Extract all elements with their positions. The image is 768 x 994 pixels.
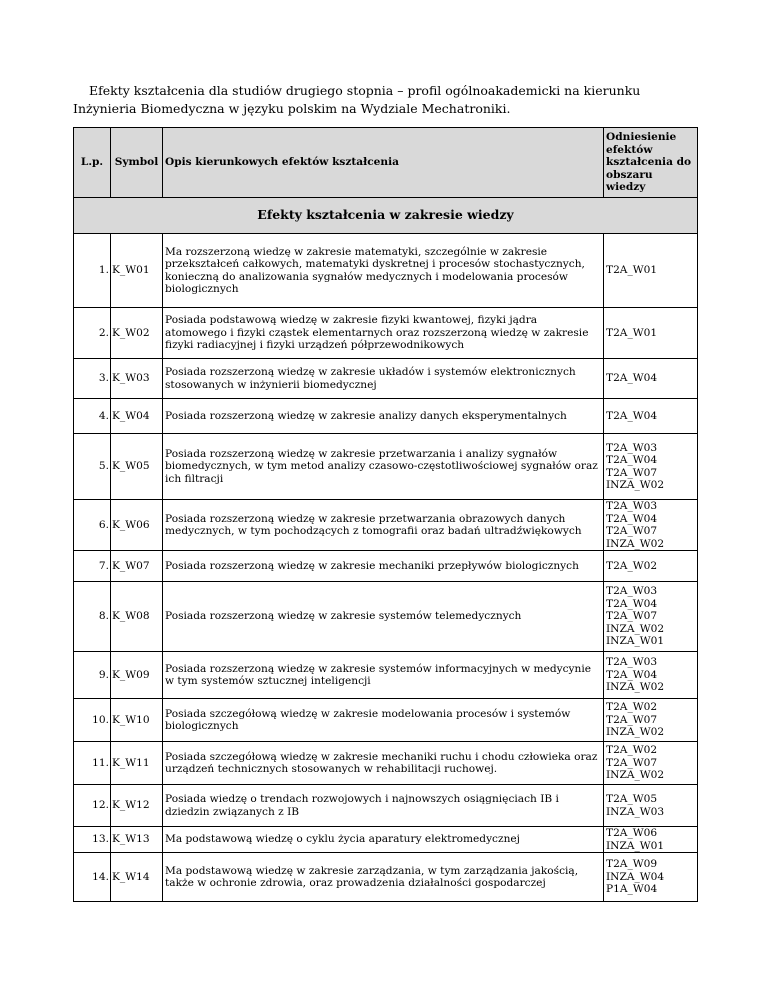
- reference-code: INZA_W01: [606, 839, 665, 852]
- table-row: [74, 399, 698, 434]
- row-lp: 13.: [74, 827, 111, 853]
- row-symbol: K_W04: [111, 399, 163, 434]
- row-symbol: K_W07: [111, 551, 163, 582]
- row-lp: 10.: [74, 699, 111, 742]
- row-lp: 4.: [74, 399, 111, 434]
- row-references: [604, 827, 698, 853]
- row-references: [604, 853, 698, 902]
- reference-code: T2A_W09: [606, 858, 658, 871]
- reference-code: T2A_W07: [606, 466, 658, 479]
- section-row: [74, 198, 698, 234]
- reference-code: INZA_W02: [606, 479, 665, 491]
- row-lp: 11.: [74, 742, 111, 785]
- reference-code: INZA_W02: [606, 622, 665, 635]
- row-symbol: K_W02: [111, 308, 163, 359]
- row-references: [604, 582, 698, 652]
- row-description: Posiada rozszerzoną wiedzę w zakresie systemów informacyjnych w medycynie w tym systemów sztucznej inteligencji: [163, 652, 604, 699]
- header-lp: L.p.: [74, 128, 111, 198]
- header-description: Opis kierunkowych efektów kształcenia: [163, 128, 604, 198]
- row-description: Ma rozszerzoną wiedzę w zakresie matematyki, szczególnie w zakresie przekształceń całkowych, matematyki dyskretnej i procesów stochastycznych, konieczną do analizowania sygnałów medycznych i modelowania procesów biologicznych: [163, 234, 604, 308]
- table-row: [74, 652, 698, 699]
- reference-code: T2A_W01: [606, 264, 658, 277]
- reference-code: P1A_W04: [606, 883, 658, 896]
- table-row: [74, 359, 698, 399]
- row-lp: 14.: [74, 853, 111, 902]
- row-references: [604, 699, 698, 742]
- row-lp: 8.: [74, 582, 111, 652]
- reference-code: T2A_W04: [606, 512, 658, 525]
- row-references: [604, 234, 698, 308]
- row-symbol: K_W06: [111, 500, 163, 551]
- row-description: Posiada szczegółową wiedzę w zakresie modelowania procesów i systemów biologicznych: [163, 699, 604, 742]
- row-description: Posiada rozszerzoną wiedzę w zakresie systemów telemedycznych: [163, 582, 604, 652]
- reference-code: T2A_W07: [606, 610, 658, 623]
- table-row: [74, 827, 698, 853]
- reference-code: INZA_W03: [606, 805, 665, 818]
- header-symbol: Symbol: [111, 128, 163, 198]
- row-description: Posiada wiedzę o trendach rozwojowych i najnowszych osiągnięciach IB i dziedzin związanych z IB: [163, 785, 604, 827]
- table-row: [74, 785, 698, 827]
- row-references: [604, 359, 698, 399]
- row-symbol: K_W05: [111, 434, 163, 500]
- row-description: Posiada rozszerzoną wiedzę w zakresie mechaniki przepływów biologicznych: [163, 551, 604, 582]
- reference-code: T2A_W03: [606, 441, 658, 454]
- row-references: [604, 742, 698, 785]
- reference-code: INZA_W01: [606, 635, 665, 648]
- table-row: [74, 853, 698, 902]
- table-header-row: [74, 128, 698, 198]
- table-row: [74, 234, 698, 308]
- reference-code: T2A_W07: [606, 713, 658, 726]
- table-row: [74, 742, 698, 785]
- table-row: [74, 308, 698, 359]
- row-lp: 5.: [74, 434, 111, 500]
- table-row: [74, 699, 698, 742]
- row-symbol: K_W09: [111, 652, 163, 699]
- reference-code: T2A_W01: [606, 326, 658, 339]
- row-references: [604, 785, 698, 827]
- table-row: [74, 434, 698, 500]
- row-references: [604, 500, 698, 551]
- reference-code: INZA_W02: [606, 537, 665, 550]
- reference-code: INZA_W04: [606, 870, 665, 883]
- row-references: [604, 434, 698, 500]
- row-symbol: K_W03: [111, 359, 163, 399]
- row-description: Ma podstawową wiedzę w zakresie zarządzania, w tym zarządzania jakością, także w ochronie zdrowia, oraz prowadzenia działalności gospodarczej: [163, 853, 604, 902]
- row-lp: 1.: [74, 234, 111, 308]
- intro-paragraph: Efekty kształcenia dla studiów drugiego stopnia – profil ogólnoakademicki na kierunku Inżynieria Biomedyczna w języku polskim na Wydziale Mechatroniki.: [73, 83, 641, 116]
- row-symbol: K_W11: [111, 742, 163, 785]
- reference-code: T2A_W07: [606, 756, 658, 769]
- reference-code: T2A_W03: [606, 585, 658, 598]
- row-references: [604, 308, 698, 359]
- header-reference: Odniesienie efektów kształcenia do obszaru wiedzy: [604, 128, 698, 198]
- row-description: Posiada rozszerzoną wiedzę w zakresie układów i systemów elektronicznych stosowanych w inżynierii biomedycznej: [163, 359, 604, 399]
- row-lp: 2.: [74, 308, 111, 359]
- row-symbol: K_W10: [111, 699, 163, 742]
- row-symbol: K_W01: [111, 234, 163, 308]
- row-description: Posiada rozszerzoną wiedzę w zakresie przetwarzania obrazowych danych medycznych, w tym pochodzących z tomografii oraz badań ultradźwiękowych: [163, 500, 604, 551]
- reference-code: T2A_W03: [606, 500, 658, 512]
- table-row: [74, 551, 698, 582]
- table-row: [74, 500, 698, 551]
- reference-code: T2A_W02: [606, 744, 658, 757]
- row-symbol: K_W14: [111, 853, 163, 902]
- reference-code: T2A_W02: [606, 701, 658, 714]
- row-description: Ma podstawową wiedzę o cyklu życia aparatury elektromedycznej: [163, 827, 604, 853]
- reference-code: T2A_W07: [606, 525, 658, 537]
- reference-code: INZA_W02: [606, 726, 665, 739]
- row-lp: 12.: [74, 785, 111, 827]
- row-references: [604, 652, 698, 699]
- row-lp: 3.: [74, 359, 111, 399]
- reference-code: INZA_W02: [606, 769, 665, 782]
- reference-code: T2A_W04: [606, 597, 658, 610]
- row-description: Posiada rozszerzoną wiedzę w zakresie przetwarzania i analizy sygnałów biomedycznych, w tym metod analizy czasowo-częstotliwościowej sygnałów oraz ich filtracji: [163, 434, 604, 500]
- row-description: Posiada rozszerzoną wiedzę w zakresie analizy danych eksperymentalnych: [163, 399, 604, 434]
- reference-code: INZA_W02: [606, 681, 665, 694]
- row-symbol: K_W08: [111, 582, 163, 652]
- row-references: [604, 551, 698, 582]
- reference-code: T2A_W04: [606, 454, 658, 466]
- row-lp: 7.: [74, 551, 111, 582]
- reference-code: T2A_W04: [606, 668, 658, 681]
- table-row: [74, 582, 698, 652]
- reference-code: T2A_W04: [606, 409, 658, 422]
- row-lp: 9.: [74, 652, 111, 699]
- row-description: Posiada szczegółową wiedzę w zakresie mechaniki ruchu i chodu człowieka oraz urządzeń technicznych stosowanych w rehabilitacji ruchowej.: [163, 742, 604, 785]
- row-symbol: K_W13: [111, 827, 163, 853]
- row-lp: 6.: [74, 500, 111, 551]
- section-title: Efekty kształcenia w zakresie wiedzy: [74, 198, 698, 234]
- row-symbol: K_W12: [111, 785, 163, 827]
- reference-code: T2A_W06: [606, 827, 658, 839]
- row-references: [604, 399, 698, 434]
- learning-outcomes-table: [73, 127, 698, 902]
- reference-code: T2A_W04: [606, 372, 658, 385]
- reference-code: T2A_W05: [606, 793, 658, 805]
- row-description: Posiada podstawową wiedzę w zakresie fizyki kwantowej, fizyki jądra atomowego i fizyki cząstek elementarnych oraz rozszerzoną wiedzę w zakresie fizyki radiacyjnej i fizyki urządzeń półprzewodnikowych: [163, 308, 604, 359]
- reference-code: T2A_W03: [606, 656, 658, 669]
- reference-code: T2A_W02: [606, 559, 658, 572]
